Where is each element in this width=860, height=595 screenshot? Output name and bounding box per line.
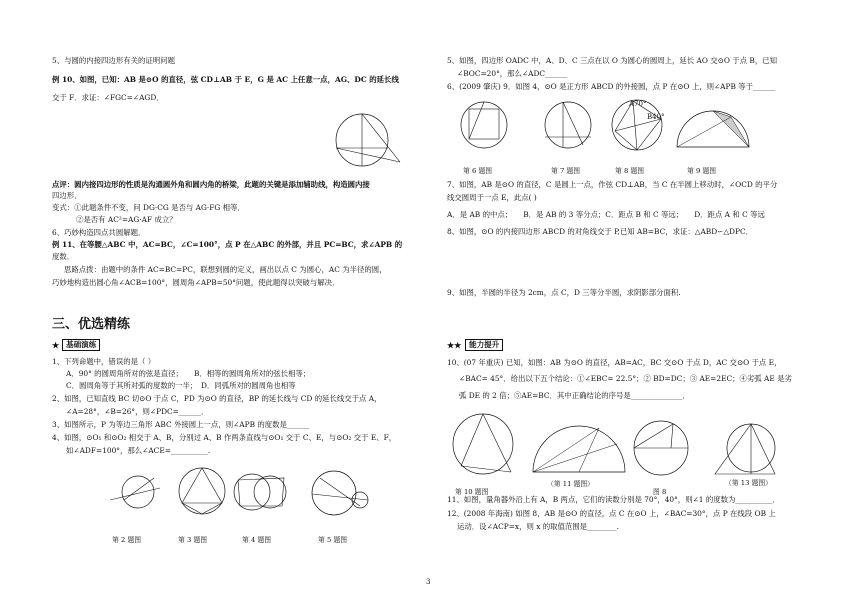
section-title: 三、优选精练 [52,317,131,332]
figure-9 [673,103,753,149]
r-exercise-7-line1: 7、如图，AB 是⊙O 的直径，C 是圆上一点，作弦 CD⊥AB，当 C 在半圆上移动时，∠OCD 的平分 [447,180,778,189]
star-icon: ★ [52,340,60,350]
figure-6 [459,97,509,153]
example-10-figure [332,110,402,172]
exercise-4: 4、如图，⊙O₁ 和⊙O₂ 相交于 A、B，分别过 A、B 作两条直线与⊙O₁ 交于 C、E，与⊙O₂ 交于 E、F， [52,433,397,442]
variant-1: 变式：①此题条件不变，问 DG·CG 是否与 AG·FG 相等． [52,203,245,212]
heading-6: 6、巧妙构造四点共圆解题． [52,228,146,237]
r-exercise-6: 6、(2009 肇庆) 9．如图 4，⊙O 是正方形 ABCD 的外接圆，点 P 在⊙O 上，则∠APB 等于______ [447,82,776,91]
r-exercise-7-line2: 线交圆周于一点 E，此点( ) [447,193,537,202]
caption-fig11: （第 11 题图） [547,480,594,488]
r-exercise-10-line3: 弧 DE 的 2 倍；⑤AE=BC．其中正确结论的序号是______________． [459,391,690,400]
r-exercise-12-line2: 运动．设∠ACP=x，则 x 的取值范围是________. [457,522,619,531]
label-a70: A70° [629,100,647,108]
figure-7 [543,97,593,153]
figure-5 [300,468,370,518]
variant-2: ②是否有 AC²=AG·AF 成立？ [76,215,177,224]
caption-fig9: 第 9 题图 [687,167,717,175]
exercise-1: 1、下列命题中，错误的是（ ） [52,357,156,366]
r-exercise-12-line1: 12、(2008 年海南) 如图 8，AB 是⊙O 的直径，点 C 在⊙O 上，∠BAC=30°，点 P 在线段 OB 上 [447,509,776,518]
hint-line2: 巧妙地构造出圆心角∠ACB=100°，圆周角∠APB=50°问题，使此题得以突破与解决． [52,278,340,287]
exercise-4b: 如∠ADF=100°，那么∠ACE=__________. [66,446,211,455]
page-number: 3 [426,578,431,586]
hint-line1: 思路点拨：由题中的条件 AC=BC=PC，联想到圆的定义，画出以点 C 为圆心，AC 为半径的圆， [64,265,387,274]
exercise-2: 2、如图，已知直线 BC 切⊙O 于点 C，PD 为⊙O 的直径，BP 的延长线与 CD 的延长线交于点 A， [52,394,382,403]
caption-fig10: 第 10 题图 [455,488,489,496]
figure-10 [451,408,515,480]
star-icon: ★★ [447,340,462,350]
r-exercise-5-line2: ∠BOC=20°，那么∠ADC______ [457,69,568,78]
ability-title: 能力提升 [465,339,503,351]
exercise-1-cd: C．圆周角等于其所对弧的度数的一半； D．同弧所对的圆周角也相等 [66,381,296,390]
exercise-1-ab: A．90° 的圆周角所对的弦是直径； B．相等的圆周角所对的弦长相等； [66,369,311,378]
figure-3 [177,463,227,519]
caption-fig5: 第 5 题图 [318,536,348,544]
caption-fig7: 第 7 题图 [551,167,581,175]
r-exercise-5-line1: 5、如图，四边形 OADC 中，A、D、C 三点在以 O 为圆心的圆周上，延长 AO 交⊙O 于点 B，已知 [447,56,777,65]
example-11-line1: 例 11、在等腰△ABC 中，AC=BC，∠C=100°，点 P 在△ABC 的外部，并且 PC=BC，求∠APB 的 [52,240,403,249]
caption-fig3: 第 3 题图 [178,536,208,544]
comment-line1: 点评：圆内接四边形的性质是沟通圆外角和圆内角的桥梁，此题的关键是添加辅助线，构造圆内接 [52,180,370,189]
label-b40: B40° [647,113,665,121]
r-exercise-8: 8、如图，⊙O 的内接四边形 ABCD 的对角线交于 P,已知 AB=BC，求证：△ABD∽△DPC． [447,227,753,236]
ability-heading [447,340,461,351]
r-exercise-9: 9、如图，半圆的半径为 2cm，点 C，D 三等分半圆，求阴影部分面积. [447,288,681,297]
caption-fig6: 第 6 题图 [463,167,493,175]
example-11-line2: 度数． [52,252,75,261]
caption-fig12: 图 8 [653,488,667,496]
r-exercise-10-line1: 10、(07 年重庆) 已知，如图：AB 为⊙O 的直径，AB=AC，BC 交⊙O 于点 D，AC 交⊙O 于点 E， [447,358,782,367]
caption-fig4: 第 4 题图 [242,536,272,544]
figure-13 [709,418,779,478]
figure-2 [110,470,160,518]
caption-fig8: 第 8 题图 [615,167,645,175]
example-10-line2: 交于 F．求证：∠FGC=∠AGD． [52,93,164,102]
basic-heading [52,340,59,351]
r-exercise-11: 11、如图，量角器外沿上有 A，B 两点，它们的读数分别是 70°，40°，则∠1 的度数为__________． [447,495,780,504]
figure-4 [232,466,288,518]
heading-5: 5、与圆的内接四边形有关的证明问题 [52,56,175,65]
figure-11 [529,418,629,474]
basic-title: 基础演练 [62,339,100,351]
exercise-3: 3、如图所示，P 为等边三角形 ABC 外接圆上一点，则∠APB 的度数是______ [52,420,310,429]
example-10-line1: 例 10、如图，已知：AB 是⊙O 的直径，弦 CD⊥AB 于 E，G 是 AC 上任意一点，AG、DC 的延长线 [52,75,399,84]
exercise-2b: ∠A=28°，∠B=26°，则∠PDC=______． [66,407,209,416]
caption-fig2: 第 2 题图 [112,536,142,544]
r-exercise-7-options: A．是 AB 的中点； B．是 AB 的 3 等分点；C．距点 B 和 C 等远； D．距点 A 和 C 等远 [447,210,765,219]
figure-12 [631,418,691,478]
caption-fig13: （第 13 题图） [725,479,772,487]
comment-line2: 四边形． [52,191,82,200]
r-exercise-10-line2: ∠BAC= 45°．给出以下五个结论：①∠EBC= 22.5°；② BD=DC；③ AE=2EC；④劣弧 AE 是劣 [459,374,792,383]
